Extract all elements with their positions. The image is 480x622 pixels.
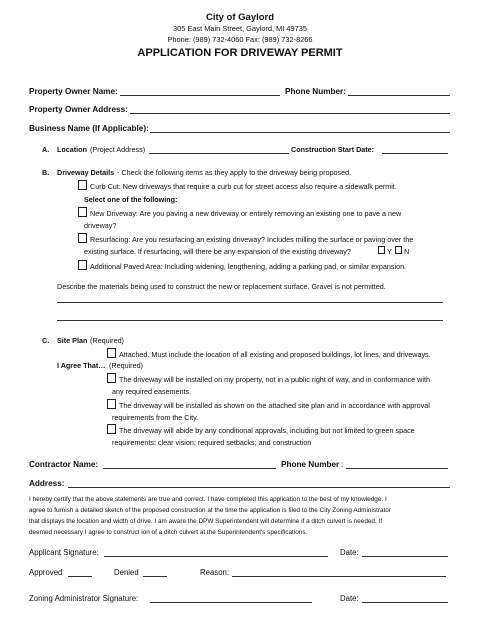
location-hint: (Project Address) xyxy=(90,145,146,154)
city-phone: Phone: (989) 732-4060 Fax: (989) 732-8266 xyxy=(167,35,313,44)
city-name: City of Gaylord xyxy=(205,12,275,23)
location-field[interactable] xyxy=(149,153,289,154)
location-label: Location xyxy=(57,145,87,154)
agree-2-checkbox[interactable] xyxy=(107,399,116,409)
certification-line-3: that displays the location and width of drive. I am aware the DPW Superintendent will determine if a ditch culvert is needed. If xyxy=(29,518,383,525)
agree-3-text-a: The driveway will abide by any conditional approvals, including but not limited to green space xyxy=(119,426,415,435)
section-b-letter: B. xyxy=(42,168,50,177)
contractor-phone-colon: : xyxy=(341,460,344,469)
materials-prompt: Describe the materials being used to construct the new or replacement surface. Gravel is not permitted. xyxy=(57,282,386,291)
materials-line-2[interactable] xyxy=(57,320,443,321)
expansion-yes-checkbox[interactable] xyxy=(378,246,385,254)
denied-field[interactable] xyxy=(143,576,167,577)
certification-line-4: deemed necessary I agree to construct ion of a ditch culvert at the Superintendent's specifications. xyxy=(29,529,308,536)
reason-label: Reason: xyxy=(200,568,230,577)
materials-line-1[interactable] xyxy=(57,302,443,303)
owner-address-field[interactable] xyxy=(130,113,450,114)
approved-label: Approved xyxy=(29,568,63,577)
expansion-no-label: N xyxy=(404,247,410,256)
section-a-letter: A. xyxy=(42,145,50,154)
contractor-name-label: Contractor Name: xyxy=(29,460,99,469)
applicant-signature-field[interactable] xyxy=(104,556,328,557)
resurfacing-text-1: Resurfacing: Are you resurfacing an existing driveway? Includes milling the surface or paving over the xyxy=(90,235,414,244)
agree-2-text-b: requirements from the City. xyxy=(112,413,199,422)
agree-3-text-b: requirements; clear vision; required setbacks; and construction xyxy=(112,438,312,447)
contractor-phone-field[interactable] xyxy=(346,468,448,469)
expansion-yes-label: Y xyxy=(387,247,392,256)
agree-1-checkbox[interactable] xyxy=(107,373,116,383)
contractor-address-field[interactable] xyxy=(68,487,450,488)
owner-address-label: Property Owner Address: xyxy=(29,105,128,114)
reason-field[interactable] xyxy=(232,576,446,577)
owner-name-field[interactable] xyxy=(120,95,280,96)
new-driveway-text-1: New Driveway: Are you paving a new driveway or entirely removing an existing one to pave a new xyxy=(90,209,402,218)
owner-phone-label: Phone Number: xyxy=(285,87,346,96)
zoning-signature-field[interactable] xyxy=(150,602,312,603)
zoning-date-label: Date: xyxy=(340,594,359,603)
site-plan-label: Site Plan xyxy=(57,336,88,345)
owner-name-label: Property Owner Name: xyxy=(29,87,118,96)
resurfacing-text-2: existing surface. If resurfacing, will there be any expansion of the existing driveway? xyxy=(84,247,351,256)
denied-label: Denied xyxy=(114,568,139,577)
applicant-date-field[interactable] xyxy=(362,556,448,557)
agree-required: (Required) xyxy=(109,361,143,370)
contractor-phone-label: Phone Number xyxy=(281,460,340,469)
new-driveway-text-2: driveway? xyxy=(84,221,117,230)
agree-2-text-a: The driveway will be installed as shown on the attached site plan and in accordance with approval xyxy=(119,401,430,410)
agree-label: I Agree That… xyxy=(57,361,106,370)
city-address: 305 East Main Street, Gaylord, MI 49735 xyxy=(173,24,307,33)
driveway-details-label: Driveway Details xyxy=(57,168,115,177)
agree-3-checkbox[interactable] xyxy=(107,424,116,434)
site-plan-attached-text: Attached. Must include the location of all existing and proposed buildings, lot lines, and driveways. xyxy=(119,350,431,359)
applicant-signature-label: Applicant Signature: xyxy=(29,548,99,557)
site-plan-attached-checkbox[interactable] xyxy=(107,348,116,358)
driveway-details-intro: - Check the following items as they apply to the driveway being proposed. xyxy=(117,168,352,177)
zoning-date-field[interactable] xyxy=(362,602,448,603)
expansion-no-checkbox[interactable] xyxy=(395,246,402,254)
agree-1-text-a: The driveway will be installed on my property, not in a public right of way, and in conformance with xyxy=(119,375,430,384)
site-plan-required: (Required) xyxy=(90,336,124,345)
select-one-label: Select one of the following: xyxy=(84,195,178,204)
agree-1-text-b: any required easements. xyxy=(112,387,192,396)
start-date-field[interactable] xyxy=(382,153,448,154)
additional-area-text: Additional Paved Area: Including widening, lengthening, adding a parking pad, or similar expansion. xyxy=(90,262,407,271)
approved-field[interactable] xyxy=(68,576,92,577)
resurfacing-checkbox[interactable] xyxy=(78,233,87,243)
business-name-label: Business Name (If Applicable): xyxy=(29,124,149,133)
additional-area-checkbox[interactable] xyxy=(78,260,87,270)
owner-phone-field[interactable] xyxy=(348,95,450,96)
certification-line-2: agree to furnish a detailed sketch of the proposed construction at the time the application is filed to the City Zoning Administrator xyxy=(29,507,391,514)
applicant-date-label: Date: xyxy=(340,548,359,557)
new-driveway-checkbox[interactable] xyxy=(78,207,87,217)
curb-cut-checkbox[interactable] xyxy=(78,180,87,190)
business-name-field[interactable] xyxy=(150,132,450,133)
certification-line-1: I hereby certify that the above statements are true and correct. I have completed this application to the best of my knowledge. I xyxy=(29,496,387,503)
contractor-address-label: Address: xyxy=(29,479,65,488)
contractor-name-field[interactable] xyxy=(103,468,276,469)
start-date-label: Construction Start Date: xyxy=(291,145,375,154)
curb-cut-text: Curb Cut: New driveways that require a curb cut for street access also require a sidewalk permit. xyxy=(90,182,397,191)
page-title: APPLICATION FOR DRIVEWAY PERMIT xyxy=(137,47,343,59)
section-c-letter: C. xyxy=(42,336,50,345)
zoning-signature-label: Zoning Administrator Signature: xyxy=(29,594,139,603)
